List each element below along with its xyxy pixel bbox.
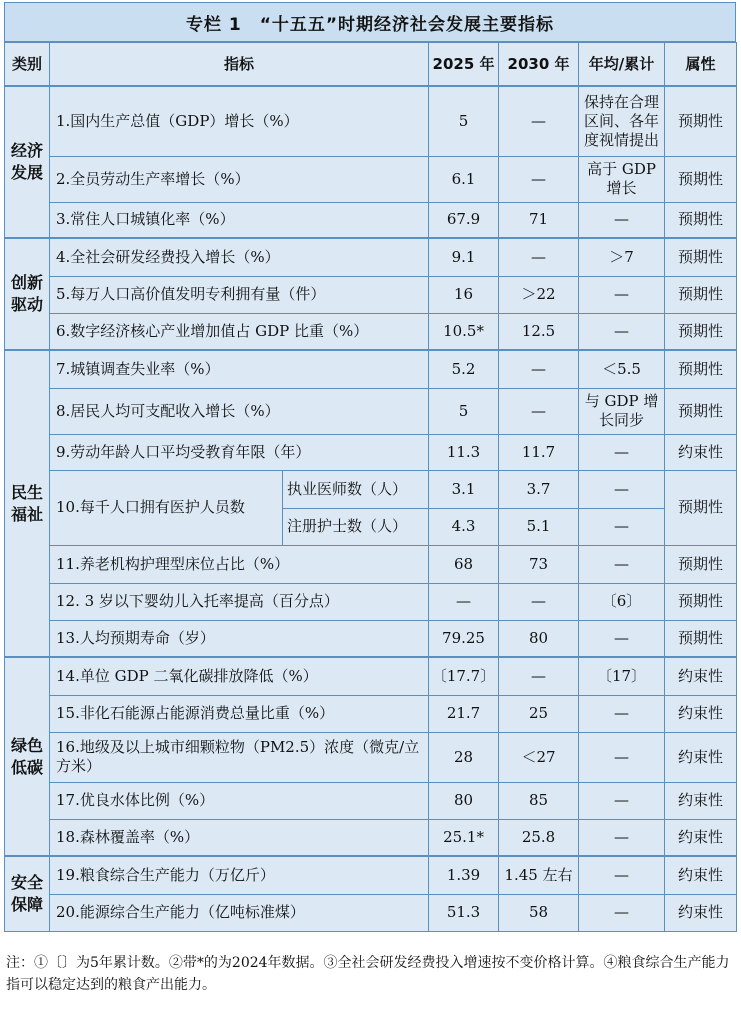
value-2030: ＜27 bbox=[499, 732, 579, 782]
value-2030: — bbox=[499, 350, 579, 388]
value-attr: 约束性 bbox=[665, 657, 737, 695]
indicator-cell: 5.每万人口高价值发明专利拥有量（件） bbox=[50, 276, 429, 313]
value-2025: 67.9 bbox=[429, 202, 499, 238]
value-avg: — bbox=[579, 695, 665, 732]
value-2030: 85 bbox=[499, 782, 579, 819]
table-row bbox=[5, 819, 737, 856]
value-avg: 保持在合理区间、各年度视情提出 bbox=[579, 86, 665, 156]
value-attr: 预期性 bbox=[665, 86, 737, 156]
indicator-cell: 20.能源综合生产能力（亿吨标准煤） bbox=[50, 894, 429, 931]
value-avg: ＞7 bbox=[579, 238, 665, 276]
value-2025: 6.1 bbox=[429, 156, 499, 202]
value-2030: ＞22 bbox=[499, 276, 579, 313]
value-2025: 68 bbox=[429, 545, 499, 583]
value-avg: — bbox=[579, 782, 665, 819]
value-2025: 5 bbox=[429, 86, 499, 156]
value-2025: 3.1 bbox=[429, 470, 499, 508]
table-row bbox=[5, 313, 737, 350]
table-row bbox=[5, 782, 737, 819]
value-avg: — bbox=[579, 202, 665, 238]
indicator-cell: 11.养老机构护理型床位占比（%） bbox=[50, 545, 429, 583]
value-2030: 11.7 bbox=[499, 434, 579, 470]
table-row bbox=[5, 238, 737, 276]
value-attr: 预期性 bbox=[665, 313, 737, 350]
value-avg: — bbox=[579, 470, 665, 508]
header-category: 类别 bbox=[5, 43, 50, 87]
table-row bbox=[5, 732, 737, 782]
value-2030: — bbox=[499, 238, 579, 276]
value-2025: 51.3 bbox=[429, 894, 499, 931]
indicator-cell: 12. 3 岁以下婴幼儿入托率提高（百分点） bbox=[50, 583, 429, 620]
indicator-cell: 15.非化石能源占能源消费总量比重（%） bbox=[50, 695, 429, 732]
value-attr: 预期性 bbox=[665, 202, 737, 238]
indicator-cell: 9.劳动年龄人口平均受教育年限（年） bbox=[50, 434, 429, 470]
indicator-cell: 16.地级及以上城市细颗粒物（PM2.5）浓度（微克/立方米） bbox=[50, 732, 429, 782]
indicator-cell: 7.城镇调查失业率（%） bbox=[50, 350, 429, 388]
value-avg: — bbox=[579, 819, 665, 856]
sub-indicator-cell: 执业医师数（人） bbox=[283, 470, 429, 508]
value-avg: 与 GDP 增长同步 bbox=[579, 388, 665, 434]
value-2025: 1.39 bbox=[429, 856, 499, 894]
value-avg: ＜5.5 bbox=[579, 350, 665, 388]
value-2030: 80 bbox=[499, 620, 579, 657]
header-indicator: 指标 bbox=[50, 43, 429, 87]
table-row bbox=[5, 894, 737, 931]
value-2030: — bbox=[499, 86, 579, 156]
table-row bbox=[5, 434, 737, 470]
indicators-table bbox=[4, 42, 737, 932]
value-avg: — bbox=[579, 856, 665, 894]
value-2025: 16 bbox=[429, 276, 499, 313]
category-economy: 经济发展 bbox=[5, 86, 50, 238]
value-avg: — bbox=[579, 508, 665, 545]
indicator-cell: 2.全员劳动生产率增长（%） bbox=[50, 156, 429, 202]
value-2030: 25.8 bbox=[499, 819, 579, 856]
table-row bbox=[5, 86, 737, 156]
value-2030: 25 bbox=[499, 695, 579, 732]
value-attr: 约束性 bbox=[665, 434, 737, 470]
value-2030: 71 bbox=[499, 202, 579, 238]
value-attr: 预期性 bbox=[665, 238, 737, 276]
value-attr: 预期性 bbox=[665, 350, 737, 388]
value-avg: — bbox=[579, 894, 665, 931]
value-2025: 9.1 bbox=[429, 238, 499, 276]
value-attr: 约束性 bbox=[665, 856, 737, 894]
value-avg: — bbox=[579, 276, 665, 313]
value-attr: 约束性 bbox=[665, 894, 737, 931]
table-row bbox=[5, 583, 737, 620]
value-attr: 预期性 bbox=[665, 545, 737, 583]
value-attr: 预期性 bbox=[665, 620, 737, 657]
value-2025: 5.2 bbox=[429, 350, 499, 388]
value-attr: 预期性 bbox=[665, 156, 737, 202]
value-avg: — bbox=[579, 732, 665, 782]
value-attr: 预期性 bbox=[665, 583, 737, 620]
value-attr: 约束性 bbox=[665, 782, 737, 819]
indicator-cell: 14.单位 GDP 二氧化碳排放降低（%） bbox=[50, 657, 429, 695]
indicator-cell: 13.人均预期寿命（岁） bbox=[50, 620, 429, 657]
value-2030: — bbox=[499, 657, 579, 695]
table-row bbox=[5, 202, 737, 238]
value-2025: 5 bbox=[429, 388, 499, 434]
table-header-row bbox=[5, 43, 737, 87]
indicator-cell: 10.每千人口拥有医护人员数 bbox=[50, 470, 283, 545]
indicator-cell: 8.居民人均可支配收入增长（%） bbox=[50, 388, 429, 434]
indicator-cell: 18.森林覆盖率（%） bbox=[50, 819, 429, 856]
footnote: 注：①〔〕为5年累计数。②带*的为2024年数据。③全社会研发经费投入增速按不变价格计算。④粮食综合生产能力指可以稳定达到的粮食产出能力。 bbox=[6, 954, 730, 993]
value-2030: — bbox=[499, 388, 579, 434]
category-green: 绿色低碳 bbox=[5, 657, 50, 856]
sub-indicator-cell: 注册护士数（人） bbox=[283, 508, 429, 545]
indicator-cell: 17.优良水体比例（%） bbox=[50, 782, 429, 819]
value-2025: 10.5* bbox=[429, 313, 499, 350]
value-2030: — bbox=[499, 156, 579, 202]
value-2025: 4.3 bbox=[429, 508, 499, 545]
value-attr: 预期性 bbox=[665, 388, 737, 434]
table-row bbox=[5, 545, 737, 583]
value-2030: — bbox=[499, 583, 579, 620]
value-2030: 58 bbox=[499, 894, 579, 931]
value-2025: 80 bbox=[429, 782, 499, 819]
indicator-cell: 19.粮食综合生产能力（万亿斤） bbox=[50, 856, 429, 894]
value-2030: 12.5 bbox=[499, 313, 579, 350]
indicator-cell: 3.常住人口城镇化率（%） bbox=[50, 202, 429, 238]
indicator-panel bbox=[4, 2, 736, 996]
value-2030: 3.7 bbox=[499, 470, 579, 508]
table-row bbox=[5, 276, 737, 313]
header-2025: 2025 年 bbox=[429, 43, 499, 87]
value-2030: 1.45 左右 bbox=[499, 856, 579, 894]
value-2030: 73 bbox=[499, 545, 579, 583]
table-row bbox=[5, 350, 737, 388]
value-avg: 高于 GDP 增长 bbox=[579, 156, 665, 202]
value-attr: 约束性 bbox=[665, 819, 737, 856]
value-2025: 11.3 bbox=[429, 434, 499, 470]
table-row bbox=[5, 856, 737, 894]
table-row bbox=[5, 657, 737, 695]
header-avg: 年均/累计 bbox=[579, 43, 665, 87]
value-2030: 5.1 bbox=[499, 508, 579, 545]
indicator-cell: 4.全社会研发经费投入增长（%） bbox=[50, 238, 429, 276]
table-row bbox=[5, 620, 737, 657]
value-2025: 〔17.7〕 bbox=[429, 657, 499, 695]
category-innovation: 创新驱动 bbox=[5, 238, 50, 350]
category-livelihood: 民生福祉 bbox=[5, 350, 50, 657]
table-row bbox=[5, 695, 737, 732]
value-avg: — bbox=[579, 545, 665, 583]
value-avg: 〔17〕 bbox=[579, 657, 665, 695]
indicator-cell: 1.国内生产总值（GDP）增长（%） bbox=[50, 86, 429, 156]
header-2030: 2030 年 bbox=[499, 43, 579, 87]
value-2025: 28 bbox=[429, 732, 499, 782]
value-attr: 预期性 bbox=[665, 470, 737, 545]
value-attr: 约束性 bbox=[665, 695, 737, 732]
value-attr: 预期性 bbox=[665, 276, 737, 313]
value-avg: — bbox=[579, 434, 665, 470]
value-2025: — bbox=[429, 583, 499, 620]
value-2025: 21.7 bbox=[429, 695, 499, 732]
value-attr: 约束性 bbox=[665, 732, 737, 782]
indicator-cell: 6.数字经济核心产业增加值占 GDP 比重（%） bbox=[50, 313, 429, 350]
value-avg: — bbox=[579, 313, 665, 350]
header-attr: 属性 bbox=[665, 43, 737, 87]
table-row bbox=[5, 156, 737, 202]
table-row bbox=[5, 388, 737, 434]
value-avg: 〔6〕 bbox=[579, 583, 665, 620]
panel-title: 专栏 1 “十五五”时期经济社会发展主要指标 bbox=[4, 2, 736, 42]
category-security: 安全保障 bbox=[5, 856, 50, 931]
value-avg: — bbox=[579, 620, 665, 657]
value-2025: 79.25 bbox=[429, 620, 499, 657]
value-2025: 25.1* bbox=[429, 819, 499, 856]
table-row bbox=[5, 470, 737, 508]
